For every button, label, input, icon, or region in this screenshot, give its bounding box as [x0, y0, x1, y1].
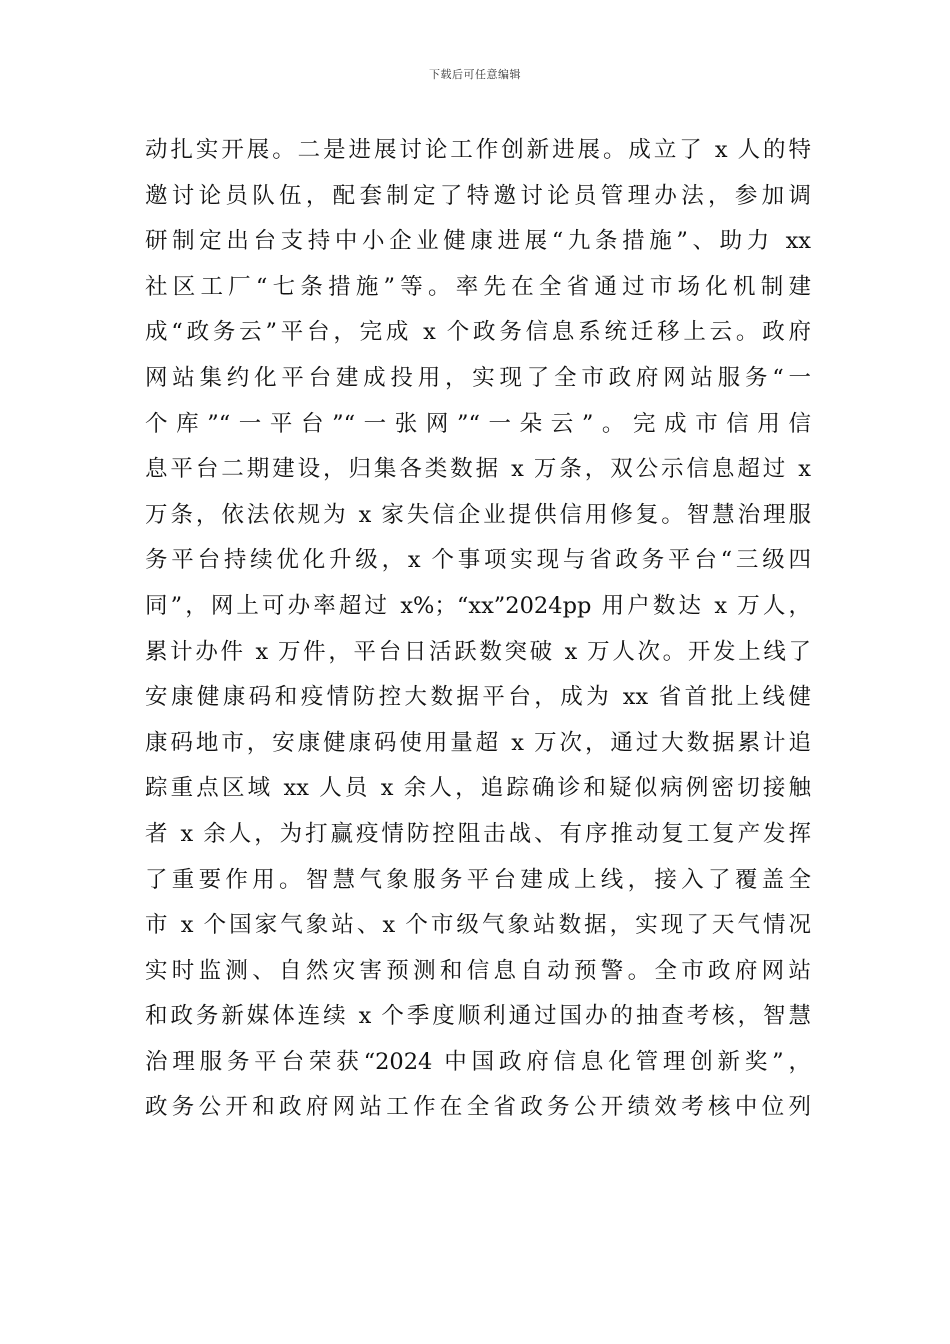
body-line-6: 网站集约化平台建成投用，实现了全市政府网站服务“一 [145, 364, 811, 391]
body-line-13: 安康健康码和疫情防控大数据平台，成为 xx 省首批上线健 [145, 684, 811, 711]
body-line-15: 踪重点区域 xx 人员 x 余人，追踪确诊和疑似病例密切接触 [145, 775, 811, 802]
body-line-19: 实时监测、自然灾害预测和信息自动预警。全市政府网站 [145, 957, 811, 984]
body-line-8: 息平台二期建设，归集各类数据 x 万条，双公示信息超过 x [145, 456, 811, 483]
page-header-note: 下载后可任意编辑 [429, 68, 521, 81]
body-line-17: 了重要作用。智慧气象服务平台建成上线，接入了覆盖全 [145, 866, 811, 893]
body-line-14: 康码地市，安康健康码使用量超 x 万次，通过大数据累计追 [145, 729, 811, 756]
body-line-5: 成“政务云”平台，完成 x 个政务信息系统迁移上云。政府 [145, 319, 811, 346]
body-line-16: 者 x 余人，为打赢疫情防控阻击战、有序推动复工复产发挥 [145, 820, 811, 847]
body-line-2: 邀讨论员队伍，配套制定了特邀讨论员管理办法，参加调 [145, 182, 811, 209]
body-line-11: 同”，网上可办率超过 x%；“xx”2024pp 用户数达 x 万人， [145, 592, 811, 619]
document-body [145, 128, 811, 1131]
body-line-20: 和政务新媒体连续 x 个季度顺利通过国办的抽查考核，智慧 [145, 1003, 811, 1030]
body-line-12: 累计办件 x 万件，平台日活跃数突破 x 万人次。开发上线了 [145, 638, 811, 665]
body-line-18: 市 x 个国家气象站、x 个市级气象站数据，实现了天气情况 [145, 912, 811, 939]
body-line-21: 治理服务平台荣获“2024 中国政府信息化管理创新奖”， [145, 1048, 811, 1075]
body-line-4: 社区工厂“七条措施”等。率先在全省通过市场化机制建 [145, 273, 811, 300]
body-line-9: 万条，依法依规为 x 家失信企业提供信用修复。智慧治理服 [145, 501, 811, 528]
body-line-22: 政务公开和政府网站工作在全省政务公开绩效考核中位列 [145, 1094, 811, 1121]
body-line-3: 研制定出台支持中小企业健康进展“九条措施”、助力 xx [145, 228, 811, 255]
body-line-7: 个库”“一平台”“一张网”“一朵云”。完成市信用信 [145, 410, 811, 437]
body-line-1: 动扎实开展。二是进展讨论工作创新进展。成立了 x 人的特 [145, 137, 811, 163]
body-line-10: 务平台持续优化升级，x 个事项实现与省政务平台“三级四 [145, 547, 811, 574]
